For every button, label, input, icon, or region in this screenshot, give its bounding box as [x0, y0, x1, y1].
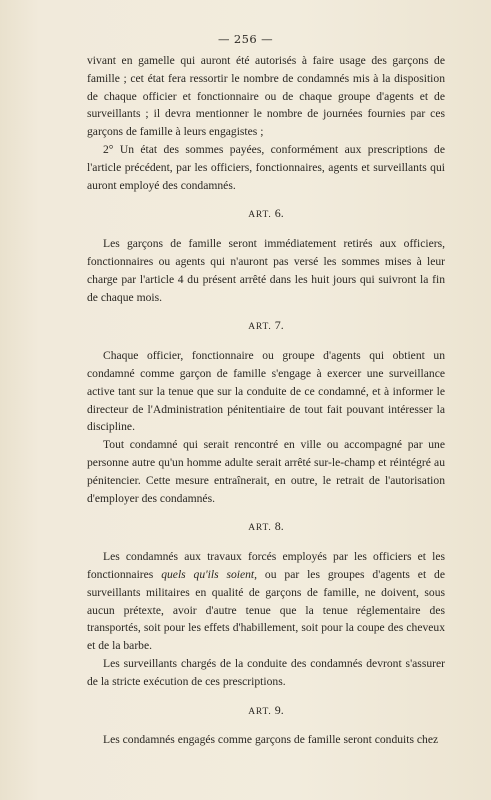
article-label: ART.: [248, 523, 272, 534]
article-label: ART.: [248, 706, 272, 717]
article-number: 6.: [274, 206, 284, 221]
article-number: 7.: [274, 318, 284, 333]
text-run: , ou par les groupes d'agents et de surveillants militaires en qualité de garçons de famille, ne doivent, sous aucun prétexte, avoir d'autre tenue que la tenue réglementaire des transportés, soit pour les effets d'habillement, soit pour la coupe des cheveux et de la barbe.: [87, 567, 445, 653]
article-label: ART.: [248, 210, 272, 221]
article-number: 9.: [274, 702, 284, 717]
article-label: ART.: [248, 322, 272, 333]
article-heading-6: [87, 205, 445, 225]
page-body: [87, 52, 445, 749]
paragraph-condamne-rencontre: Tout condamné qui serait rencontré en ville ou accompagné par une personne autre qu'un homme adulte serait arrêté sur-le-champ et réintégré au pénitencier. Cette mesure entraînerait, en outre, le retrait de l'autorisation d'employer des condamnés.: [87, 438, 445, 505]
italic-phrase: quels qu'ils soient: [161, 567, 255, 581]
article-heading-8: [87, 518, 445, 538]
paragraph-article-6: Les garçons de famille seront immédiatement retirés aux officiers, fonctionnaires ou agents qui n'auront pas versé les sommes mises à leur charge par l'article 4 du présent arrêté dans les huit jours qui suivront la fin de chaque mois.: [87, 237, 445, 304]
paragraph-article-7: Chaque officier, fonctionnaire ou groupe d'agents qui obtient un condamné comme garçon de famille s'engage à exercer une surveillance active tant sur la tenue que sur la conduite de ce condamné, et à informer le directeur de l'Administration pénitentiaire de tout fait pouvant intéresser la discipline.: [87, 349, 445, 434]
text-run: Les condamnés aux travaux forcés employés par les officiers et les fonctionnaires: [87, 550, 445, 581]
article-heading-9: [87, 702, 445, 722]
article-number: 8.: [274, 519, 284, 534]
paragraph-continued: vivant en gamelle qui auront été autorisés à faire usage des garçons de famille ; cet état fera ressortir le nombre de condamnés mis à la disposition de chaque officier et fonctionnaire ou de chaque groupe d'agents et de surveillants ; il devra mentionner le nombre de journées fournies par ces garçons de famille à leurs engagistes ;: [87, 54, 445, 139]
paragraph-etat-sommes: 2° Un état des sommes payées, conformément aux prescriptions de l'article précédent, par les officiers, fonctionnaires, agents et surveillants qui auront employé des condamnés.: [87, 142, 445, 192]
page-number: — 256 —: [217, 32, 274, 46]
paragraph-article-9: Les condamnés engagés comme garçons de famille seront conduits chez: [103, 733, 439, 747]
paragraph-surveillants: Les surveillants chargés de la conduite des condamnés devront s'assurer de la stricte exécution de ces prescriptions.: [87, 656, 445, 688]
article-heading-7: [87, 317, 445, 337]
paragraph-article-8: [87, 548, 445, 655]
